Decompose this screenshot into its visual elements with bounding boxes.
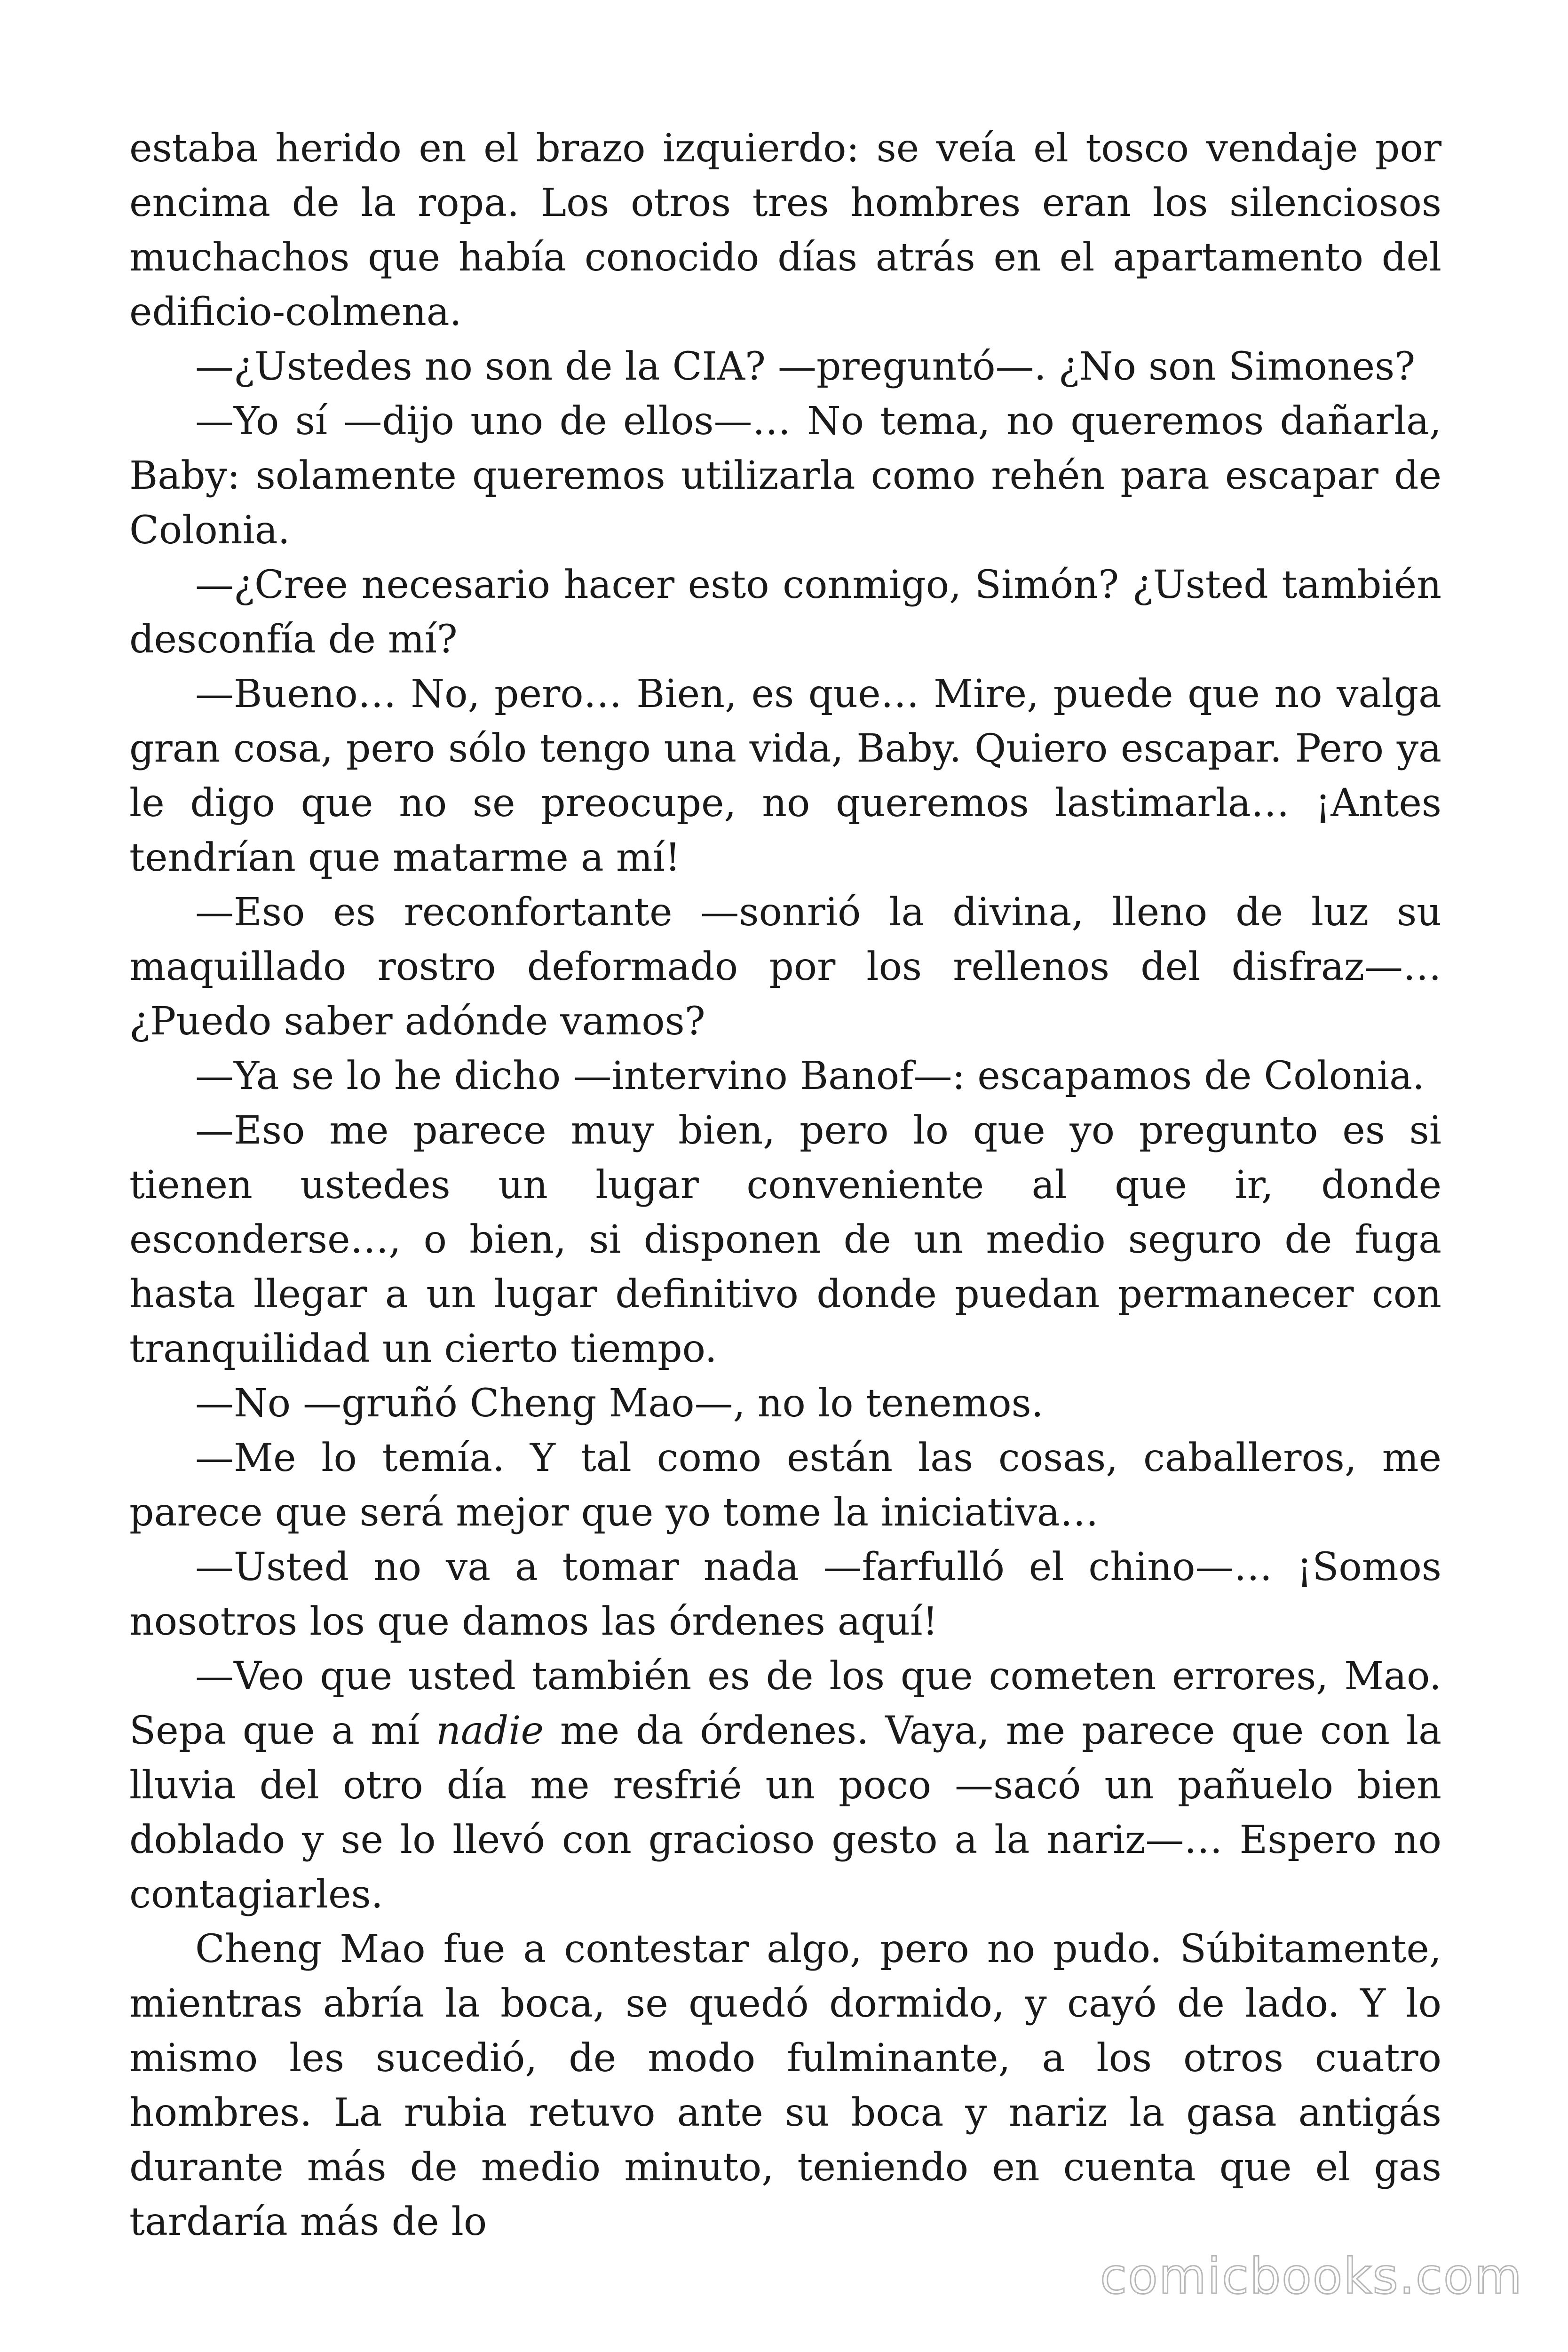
paragraph: —¿Ustedes no son de la CIA? —preguntó—. ¿No son Simones? bbox=[195, 344, 1416, 389]
paragraph: —¿Cree necesario hacer esto conmigo, Simón? ¿Usted también desconfía de mí? bbox=[129, 563, 1441, 662]
paragraph: —Bueno… No, pero… Bien, es que… Mire, puede que no valga gran cosa, pero sólo tengo una vida, Baby. Quiero escapar. Pero ya le digo que no se preocupe, no queremos lastimarla… ¡Antes tendrían que matarme a mí! bbox=[129, 672, 1441, 880]
paragraph: —Me lo temía. Y tal como están las cosas, caballeros, me parece que será mejor que yo tome la iniciativa… bbox=[129, 1436, 1441, 1535]
paragraph: —Eso me parece muy bien, pero lo que yo pregunto es si tienen ustedes un lugar conveniente al que ir, donde esconderse…, o bien, si disponen de un medio seguro de fuga hasta llegar a un lugar definitivo donde puedan permanecer con tranquilidad un cierto tiempo. bbox=[129, 1108, 1441, 1371]
paragraph: —Ya se lo he dicho —intervino Banof—: escapamos de Colonia. bbox=[195, 1054, 1425, 1098]
emphasized-word: nadie bbox=[436, 1708, 544, 1753]
paragraph: —Usted no va a tomar nada —farfulló el chino—… ¡Somos nosotros los que damos las órdenes aquí! bbox=[129, 1545, 1441, 1644]
paragraph-with-emphasis bbox=[129, 1649, 1441, 1922]
paragraph: —Yo sí —dijo uno de ellos—… No tema, no queremos dañarla, Baby: solamente queremos utilizarla como rehén para escapar de Colonia. bbox=[129, 399, 1441, 553]
paragraph: —Eso es reconfortante —sonrió la divina, lleno de luz su maquillado rostro deformado por los rellenos del disfraz—… ¿Puedo saber adónde vamos? bbox=[129, 890, 1441, 1044]
paragraph: Cheng Mao fue a contestar algo, pero no pudo. Súbitamente, mientras abría la boca, se quedó dormido, y cayó de lado. Y lo mismo les sucedió, de modo fulminante, a los otros cuatro hombres. La rubia retuvo ante su boca y nariz la gasa antigás durante más de medio minuto, teniendo en cuenta que el gas tardaría más de lo bbox=[129, 1927, 1441, 2244]
paragraph-text-before: —Veo que usted también es de los que cometen errores, Mao. Sepa que a mí bbox=[129, 1654, 1441, 1753]
paragraph: estaba herido en el brazo izquierdo: se veía el tosco vendaje por encima de la ropa. Los otros tres hombres eran los silenciosos muchachos que había conocido días atrás en el apartamento del edificio-colmena. bbox=[129, 126, 1441, 334]
watermark: comicbooks.com bbox=[1100, 2248, 1523, 2305]
paragraph-text-after: me da órdenes. Vaya, me parece que con la lluvia del otro día me resfrié un poco —sacó un pañuelo bien doblado y se lo llevó con gracioso gesto a la nariz—… Espero no contagiarles. bbox=[129, 1708, 1441, 1917]
paragraph: —No —gruñó Cheng Mao—, no lo tenemos. bbox=[195, 1381, 1044, 1426]
book-page-text bbox=[129, 121, 1441, 2249]
